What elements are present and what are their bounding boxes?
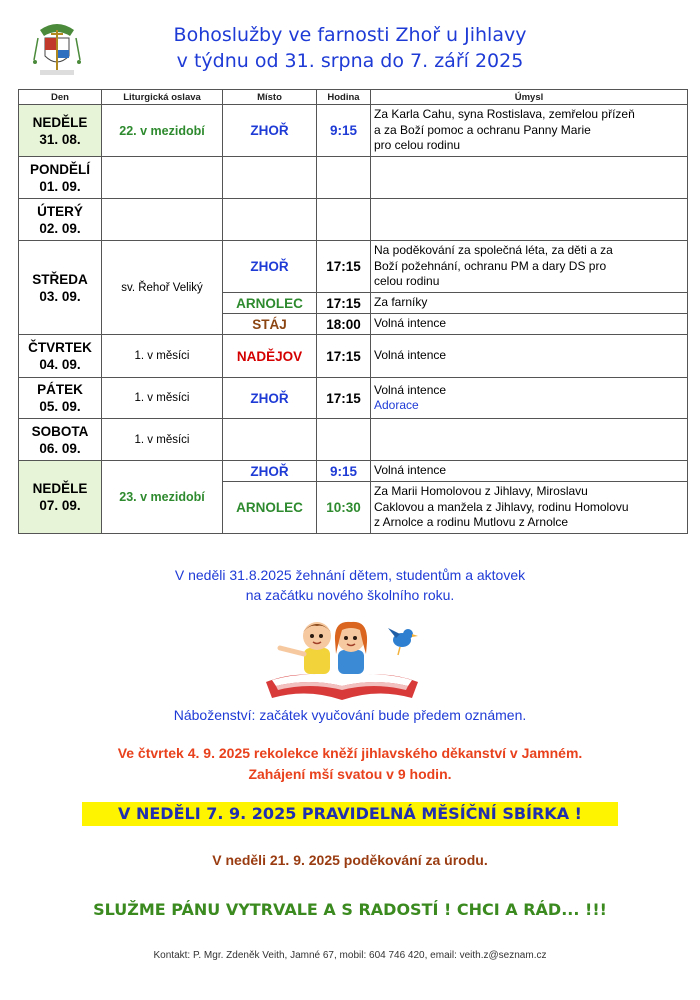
celebration-cell: [102, 157, 223, 199]
table-row: [19, 378, 688, 419]
day-name: NEDĚLE: [32, 114, 88, 130]
day-name: ČTVRTEK: [28, 340, 92, 355]
intent-cell: Volná intence: [371, 461, 688, 482]
blessing-note: [40, 565, 660, 605]
column-header-hour: Hodina: [317, 90, 371, 105]
day-date: 03. 09.: [39, 288, 81, 304]
celebration-cell: 1. v měsíci: [102, 419, 223, 461]
intent-cell: [371, 199, 688, 241]
contact-footer: Kontakt: P. Mgr. Zdeněk Veith, Jamné 67, mobil: 604 746 420, email: veith.z@seznam.cz: [153, 950, 547, 961]
day-date: 04. 09.: [39, 357, 81, 372]
recollection-line1: Ve čtvrtek 4. 9. 2025 rekolekce kněží jihlavského děkanství v Jamném.: [117, 745, 583, 761]
recollection-line2: Zahájení mší svatou v 9 hodin.: [248, 766, 452, 782]
intent-cell: Volná intence: [371, 335, 688, 378]
hour-cell: 17:15: [317, 241, 371, 293]
celebration-cell: 1. v měsíci: [102, 378, 223, 419]
day-name: PONDĚLÍ: [29, 161, 90, 177]
intent-cell: Za farníky: [371, 293, 688, 314]
column-header-intent: Úmysl: [371, 90, 688, 105]
hour-cell: [317, 157, 371, 199]
hour-cell: 17:15: [317, 293, 371, 314]
intent-cell: Volná intence: [371, 314, 688, 335]
place-cell: ARNOLEC: [223, 293, 317, 314]
table-row: [19, 199, 688, 241]
day-cell: [19, 105, 102, 157]
day-cell: [19, 461, 102, 534]
column-header-celebration: Liturgická oslava: [102, 90, 223, 105]
collection-banner: V NEDĚLI 7. 9. 2025 PRAVIDELNÁ MĚSÍČNÍ SBÍRKA !: [82, 802, 618, 826]
page-title-line2: v týdnu od 31. srpna do 7. září 2025: [176, 50, 524, 72]
intent-cell: Za Karla Cahu, syna Rostislava, zemřelou přízeň a za Boží pomoc a ochranu Panny Marie pro celou rodinu: [371, 105, 688, 157]
table-row: [19, 105, 688, 157]
day-cell: [19, 419, 102, 461]
day-date: 07. 09.: [39, 498, 81, 513]
hour-cell: 18:00: [317, 314, 371, 335]
place-cell: NADĚJOV: [223, 335, 317, 378]
hour-cell: 17:15: [317, 335, 371, 378]
adoration-label: Adorace: [374, 398, 419, 412]
intent-cell: [371, 419, 688, 461]
table-header-row: [19, 90, 688, 105]
religion-note: Náboženství: začátek vyučování bude předem oznámen.: [173, 707, 527, 723]
day-date: 06. 09.: [39, 440, 81, 456]
page-title-line1: Bohoslužby ve farnosti Zhoř u Jihlavy: [173, 24, 527, 46]
hour-cell: 10:30: [317, 482, 371, 534]
blessing-line2: na začátku nového školního roku.: [245, 587, 455, 603]
intent-cell: Volná intence Adorace: [371, 378, 688, 419]
celebration-cell: 23. v mezidobí: [102, 461, 223, 534]
place-cell: [223, 157, 317, 199]
place-cell: ZHOŘ: [223, 461, 317, 482]
day-date: 02. 09.: [39, 220, 81, 236]
column-header-day: Den: [19, 90, 102, 105]
hour-cell: [317, 199, 371, 241]
day-cell: [19, 335, 102, 378]
day-cell: [19, 199, 102, 241]
place-cell: [223, 199, 317, 241]
recollection-note: [40, 743, 660, 785]
table-row: [19, 461, 688, 482]
hour-cell: 9:15: [317, 461, 371, 482]
place-cell: ARNOLEC: [223, 482, 317, 534]
day-name: ÚTERÝ: [37, 203, 83, 219]
church-crest-icon: [30, 20, 84, 78]
table-row: [19, 241, 688, 293]
place-cell: ZHOŘ: [223, 241, 317, 293]
celebration-cell: [102, 199, 223, 241]
hour-cell: 17:15: [317, 378, 371, 419]
place-cell: [223, 419, 317, 461]
blessing-line1: V neděli 31.8.2025 žehnání dětem, studentům a aktovek: [174, 567, 526, 583]
day-cell: [19, 157, 102, 199]
intent-cell: Za Marii Homolovou z Jihlavy, Miroslavu Caklovou a manžela z Jihlavy, rodinu Homolovu z Arnolce a rodinu Mutlovu z Arnolce: [371, 482, 688, 534]
column-header-place: Místo: [223, 90, 317, 105]
hour-cell: [317, 419, 371, 461]
schedule-table: [18, 89, 688, 534]
intent-cell: Na poděkování za společná léta, za děti a za Boží požehnání, ochranu PM a dary DS pro celou rodinu: [371, 241, 688, 293]
celebration-cell: 1. v měsíci: [102, 335, 223, 378]
harvest-note: V neděli 21. 9. 2025 poděkování za úrodu.: [212, 852, 488, 868]
table-row: [19, 157, 688, 199]
children-reading-book-icon: [262, 610, 422, 702]
day-name: SOBOTA: [31, 423, 89, 439]
hour-cell: 9:15: [317, 105, 371, 157]
day-date: 05. 09.: [39, 399, 81, 414]
day-date: 31. 08.: [39, 131, 81, 147]
day-cell: [19, 241, 102, 335]
day-name: STŘEDA: [32, 271, 88, 287]
day-name: PÁTEK: [37, 382, 83, 397]
day-name: NEDĚLE: [32, 481, 88, 496]
table-row: [19, 335, 688, 378]
place-cell: ZHOŘ: [223, 105, 317, 157]
day-date: 01. 09.: [39, 178, 81, 194]
motto: SLUŽME PÁNU VYTRVALE A S RADOSTÍ ! CHCI A RÁD... !!!: [93, 900, 607, 919]
intent-cell: [371, 157, 688, 199]
place-cell: ZHOŘ: [223, 378, 317, 419]
day-cell: [19, 378, 102, 419]
celebration-cell: 22. v mezidobí: [102, 105, 223, 157]
celebration-cell: sv. Řehoř Veliký: [102, 241, 223, 335]
table-row: [19, 419, 688, 461]
place-cell: STÁJ: [223, 314, 317, 335]
